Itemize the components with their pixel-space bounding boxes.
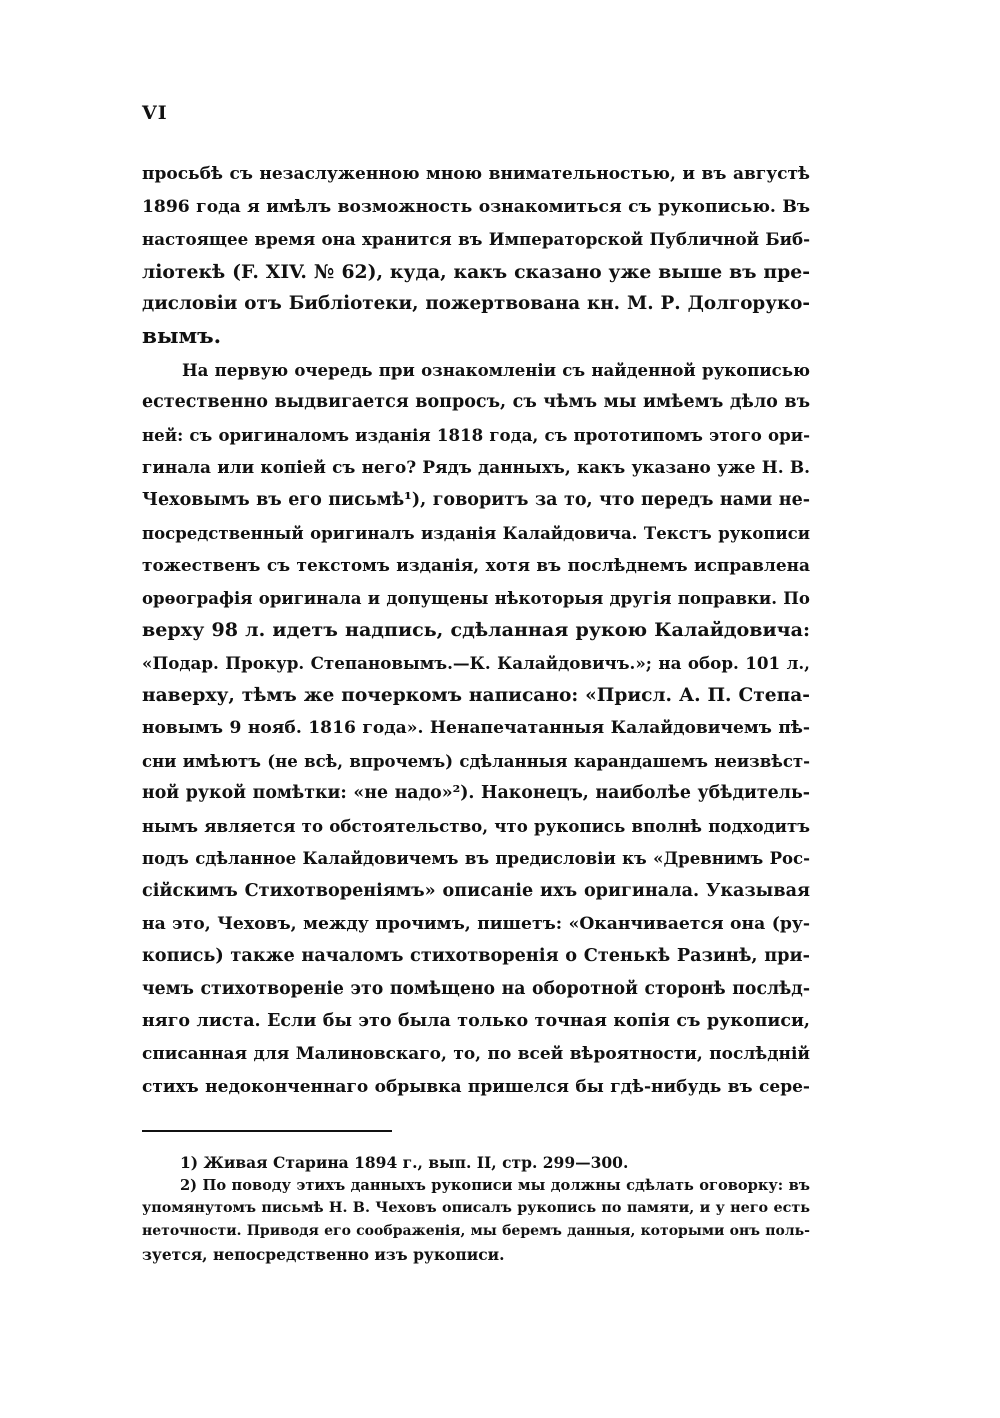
text-line: дисловіи отъ Библіотеки, пожертвована кн. М. Р. Долгоруко- [142,293,810,315]
text-line: посредственный оригиналъ изданія Калайдовича. Текстъ рукописи [142,522,810,543]
text-line: настоящее время она хранится въ Императорской Публичной Биб- [142,229,810,250]
text-line: списанная для Малиновскаго, то, по всей вѣроятности, послѣдній [142,1044,810,1065]
text-line: нымъ является то обстоятельство, что рукопись вполнѣ подходитъ [142,815,810,836]
text-line: на это, Чеховъ, между прочимъ, пишетъ: «Оканчивается она (ру- [142,913,810,934]
text-line: сни имѣютъ (не всѣ, впрочемъ) сдѣланныя карандашемъ неизвѣст- [142,750,810,771]
page-number: VI [142,102,168,124]
text-line: новымъ 9 нояб. 1816 года». Ненапечатанныя Калайдовичемъ пѣ- [142,718,810,739]
text-line: гинала или копіей съ него? Рядъ данныхъ, какъ указано уже Н. В. [142,457,810,478]
footnote-line: 1) Живая Старина 1894 г., вып. II, стр. 299—300. [180,1153,629,1172]
text-line: подъ сдѣланное Калайдовичемъ въ предисловіи къ «Древнимъ Рос- [142,848,810,869]
text-line: няго листа. Если бы это была только точная копія съ рукописи, [142,1011,810,1032]
footnote-line: 2) По поводу этихъ данныхъ рукописи мы должны сдѣлать оговорку: въ [180,1177,810,1194]
footnote-line: неточности. Приводя его соображенія, мы беремъ данныя, которыми онъ поль- [142,1223,810,1239]
main-text [142,158,810,1103]
footnotes [142,1151,810,1266]
text-line: ной рукой помѣтки: «не надо»²). Наконецъ, наиболѣе убѣдитель- [142,783,810,804]
text-line: естественно выдвигается вопросъ, съ чѣмъ мы имѣемъ дѣло въ [142,392,810,413]
footnote-divider [142,1130,392,1132]
text-line: наверху, тѣмъ же почеркомъ написано: «Присл. А. П. Степа- [142,684,810,706]
text-line: сійскимъ Стихотвореніямъ» описаніе ихъ оригинала. Указывая [142,880,810,902]
text-line: ліотекѣ (F. XIV. № 62), куда, какъ сказано уже выше въ пре- [142,260,810,283]
text-line: просьбѣ съ незаслуженною мною внимательностью, и въ августѣ [142,164,810,184]
text-line: На первую очередь при ознакомленіи съ найденной рукописью [182,359,810,380]
footnote-line: упомянутомъ письмѣ Н. В. Чеховъ описалъ рукопись по памяти, и у него есть [142,1200,810,1216]
text-line: Чеховымъ въ его письмѣ¹), говоритъ за то, что передъ нами не- [142,489,810,510]
footnote-line: зуется, непосредственно изъ рукописи. [142,1245,505,1264]
text-line: ней: съ оригиналомъ изданія 1818 года, съ прототипомъ этого ори- [142,424,810,445]
text-line: тожественъ съ текстомъ изданія, хотя въ послѣднемъ исправлена [142,555,810,576]
text-line: вымъ. [142,323,222,349]
text-line: копись) также началомъ стихотворенія о Стенькѣ Разинѣ, при- [142,945,810,967]
text-line: чемъ стихотвореніе это помѣщено на оборотной сторонѣ послѣд- [142,978,810,999]
text-line: стихъ недоконченнаго обрывка пришелся бы гдѣ-нибудь въ сере- [142,1076,810,1097]
text-line: «Подар. Прокур. Степановымъ.—К. Калайдовичъ.»; на обор. 101 л., [142,652,810,673]
text-line: орѳографія оригинала и допущены нѣкоторыя другія поправки. По [142,587,810,608]
text-line: 1896 года я имѣлъ возможность ознакомиться съ рукописью. Въ [142,196,810,217]
text-line: верху 98 л. идетъ надпись, сдѣланная рукою Калайдовича: [142,619,810,642]
